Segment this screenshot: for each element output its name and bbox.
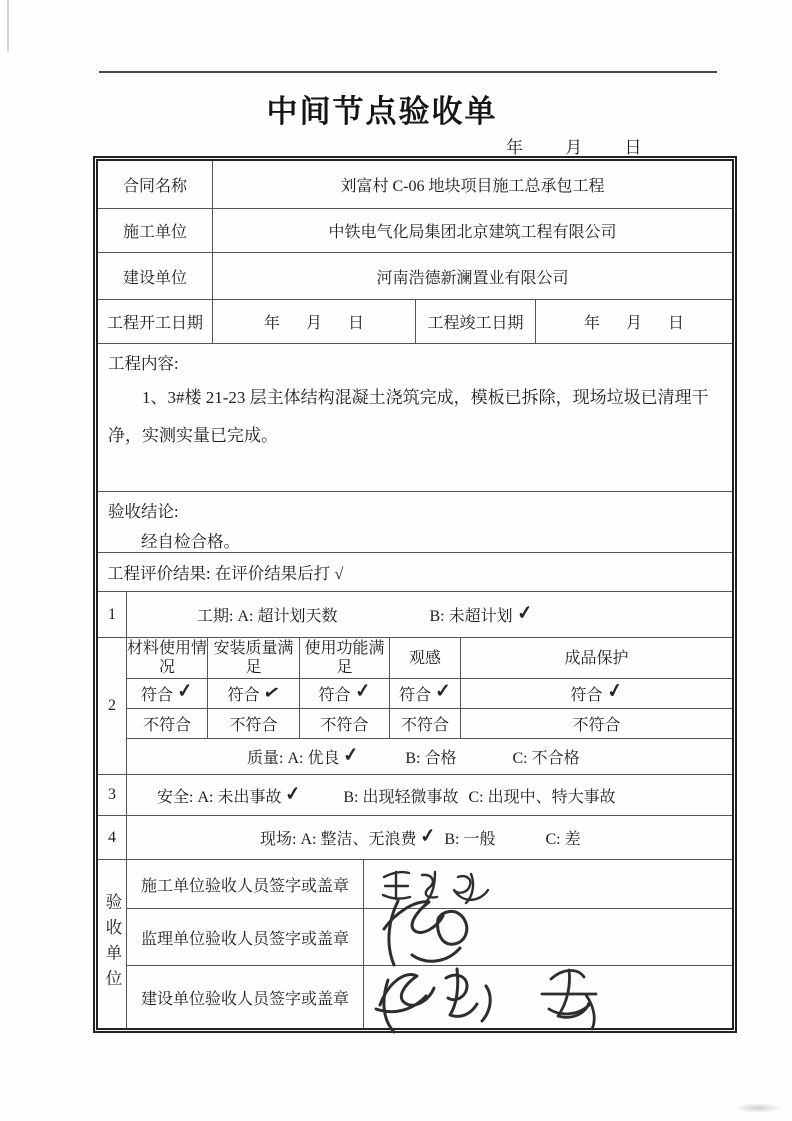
scan-smudge: [734, 1103, 782, 1113]
item1-option-b: B: 未超计划 ✓: [429, 602, 534, 625]
item2-col-protection: 成品保护: [564, 649, 629, 667]
item3-option-a: 安全: A: 未出事故 ✓: [157, 782, 303, 806]
row-owner: [98, 253, 732, 300]
row-contractor: [98, 209, 732, 253]
row-item3: [98, 775, 732, 816]
acceptance-side-cell: [98, 860, 127, 1028]
owner-sign-area: [364, 966, 732, 1028]
item3-number: 3: [98, 775, 127, 815]
conclusion-cell: [98, 492, 732, 552]
item2-subtable: [127, 638, 732, 774]
check-mark: ✓: [604, 679, 625, 704]
check-mark: ✓: [284, 782, 303, 806]
check-mark: ✓: [434, 680, 452, 703]
row-dates: [98, 300, 732, 344]
item2-col-function: 使用功能满足: [300, 638, 390, 678]
conclusion-text: 经自检合格。: [141, 532, 240, 551]
contract-label: 合同名称: [98, 161, 213, 208]
check-mark: ✓: [175, 680, 195, 703]
work-content-cell: [98, 344, 732, 491]
owner-signature: [366, 955, 676, 1035]
pass-cell-function: 符合 ✓: [300, 679, 390, 708]
item2-quality-row: [127, 739, 732, 774]
contractor-label: 施工单位: [98, 209, 213, 252]
finish-date-label: 工程竣工日期: [416, 300, 536, 343]
work-content-text: 1、3#楼 21-23 层主体结构混凝土浇筑完成，模板已拆除，现场垃圾已清理干净，实测实量已完成。: [108, 388, 709, 445]
item1-cell: [127, 592, 732, 637]
start-date-label: 工程开工日期: [98, 300, 213, 343]
quality-cell: [127, 739, 732, 774]
pass-cell-material: 符合 ✓: [127, 679, 208, 708]
quality-option-c: C: 不合格: [512, 750, 580, 767]
start-date-value: 年 月 日: [213, 300, 416, 343]
finish-date-value: 年 月 日: [583, 315, 684, 332]
evaluation-header: 工程评价结果: 在评价结果后打 √: [107, 564, 344, 583]
item4-cell: [127, 816, 732, 859]
item2-col-install: 安装质量满足: [208, 638, 300, 678]
check-mark: ✓: [515, 602, 534, 625]
header-rule: [99, 71, 717, 73]
item2-fail-row: [127, 709, 732, 739]
owner-label: 建设单位: [98, 253, 213, 299]
fail-cell-protection: 不符合: [572, 717, 621, 734]
check-mark: ✓: [342, 744, 361, 767]
row-item4: [98, 816, 732, 860]
item1-option-a: 工期: A: 超计划天数: [197, 608, 338, 625]
page-title: 中间节点验收单: [266, 94, 498, 129]
fail-cell-material: 不符合: [127, 709, 208, 738]
fail-cell-install: 不符合: [208, 709, 300, 738]
fail-cell-function: 不符合: [300, 709, 390, 738]
item3-option-b: B: 出现轻微事故: [343, 788, 459, 806]
item2-pass-row: [127, 679, 732, 709]
quality-option-a: 质量: A: 优良 ✓: [247, 744, 361, 767]
item1-number: 1: [98, 592, 127, 637]
acceptance-row-owner: [127, 966, 732, 1028]
item3-option-c: C: 出现中、特大事故: [468, 788, 616, 806]
contract-value: 刘富村 C-06 地块项目施工总承包工程: [340, 178, 605, 195]
row-item2-group: [98, 638, 732, 775]
row-item1: [98, 592, 732, 638]
item2-col-appearance: 观感: [390, 638, 461, 678]
supervision-sign-label: 监理单位验收人员签字或盖章: [127, 909, 364, 965]
work-content-label: 工程内容:: [108, 354, 179, 373]
check-mark: ✓: [419, 825, 438, 848]
pass-cell-appearance: 符合 ✓: [390, 679, 461, 708]
item2-number: 2: [98, 638, 127, 774]
item4-option-c: C: 差: [545, 831, 581, 848]
fail-cell-appearance: 不符合: [390, 709, 461, 738]
owner-sign-label: 建设单位验收人员签字或盖章: [127, 966, 364, 1028]
acceptance-form-table: [93, 156, 737, 1033]
construction-sign-label: 施工单位验收人员签字或盖章: [127, 860, 364, 908]
item2-col-material: 材料使用情况: [127, 640, 208, 676]
item4-option-a: 现场: A: 整洁、无浪费 ✓: [260, 825, 438, 848]
item4-number: 4: [98, 816, 127, 859]
pass-cell-install: 符合 ✓: [208, 679, 300, 708]
check-mark: ✓: [260, 681, 282, 706]
contractor-value: 中铁电气化局集团北京建筑工程有限公司: [328, 224, 617, 241]
quality-option-b: B: 合格: [405, 750, 457, 767]
row-evaluation-header: [98, 553, 732, 592]
item3-cell: [127, 775, 732, 815]
date-line: 年 月 日: [506, 138, 642, 157]
item4-option-b: B: 一般: [444, 831, 496, 848]
conclusion-label: 验收结论:: [108, 502, 179, 521]
item2-header-row: [127, 638, 732, 679]
scan-edge-artifact: [7, 0, 9, 52]
row-contract: [98, 161, 732, 209]
owner-value: 河南浩德新澜置业有限公司: [376, 269, 569, 287]
row-acceptance-group: [98, 860, 732, 1028]
row-conclusion: [98, 492, 732, 553]
check-mark: ✓: [353, 680, 372, 703]
row-work-content: [98, 344, 732, 492]
acceptance-side-label: 验收单位: [103, 893, 122, 995]
pass-cell-protection: 符合 ✓: [570, 679, 625, 704]
acceptance-rows: [127, 860, 732, 1028]
